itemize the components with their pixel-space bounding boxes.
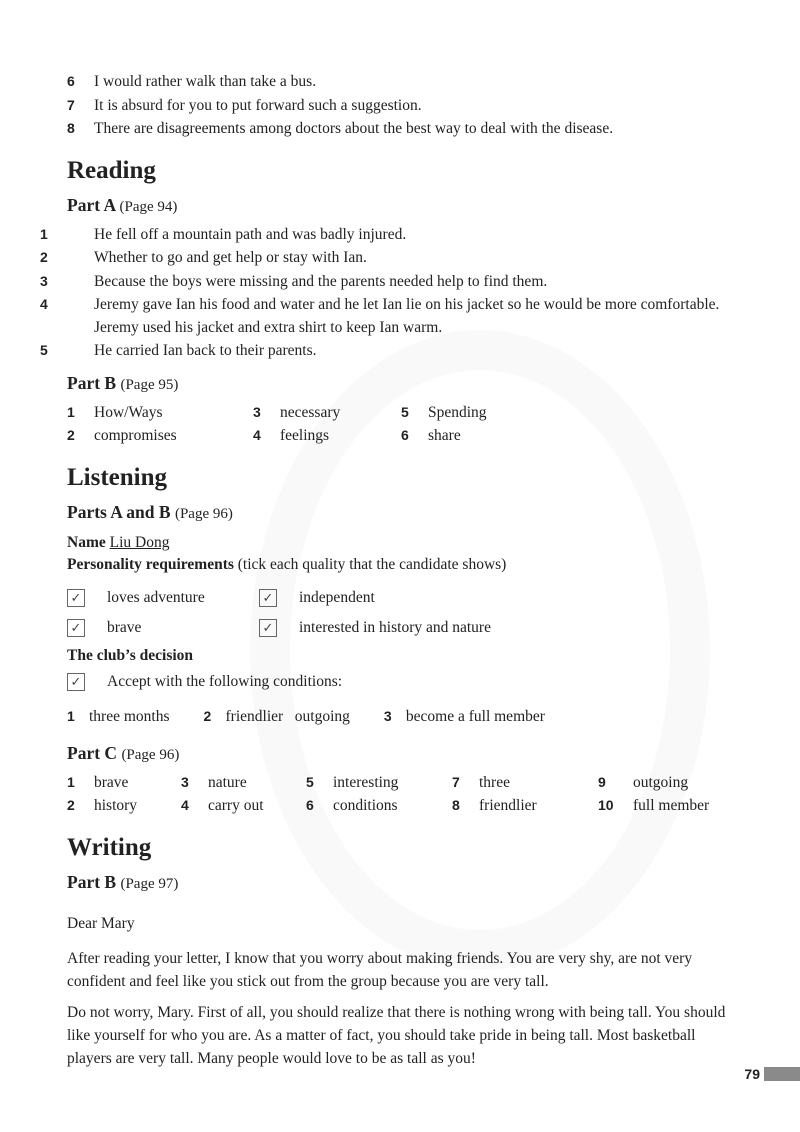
reading-part-a-heading: Part A (Page 94) bbox=[67, 194, 178, 215]
checklist-item: ✓ brave bbox=[67, 619, 259, 637]
list-item: 6 share bbox=[401, 427, 461, 444]
personality-line: Personality requirements (tick each quality that the candidate shows) bbox=[67, 556, 507, 573]
checkbox-checked[interactable]: ✓ bbox=[67, 673, 85, 691]
writing-heading: Writing bbox=[67, 833, 152, 861]
checklist-item: ✓ independent bbox=[259, 589, 451, 607]
checklist-item: ✓ loves adventure bbox=[67, 589, 259, 607]
name-line: Name Liu Dong bbox=[67, 533, 170, 551]
list-item: 1 He fell off a mountain path and was badly injured. bbox=[40, 225, 407, 243]
list-item: 7 three bbox=[452, 773, 510, 791]
checklist-item: ✓ interested in history and nature bbox=[259, 619, 491, 637]
reading-part-b-heading: Part B (Page 95) bbox=[67, 372, 179, 393]
list-item: 3 nature bbox=[181, 773, 247, 791]
list-item: 6 I would rather walk than take a bus. bbox=[67, 73, 317, 90]
list-item: 7 It is absurd for you to put forward such a suggestion. bbox=[67, 96, 422, 114]
page-footer bbox=[744, 1066, 800, 1082]
list-item: 3 Because the boys were missing and the parents needed help to find them. bbox=[40, 272, 548, 290]
letter-paragraph: Do not worry, Mary. First of all, you should realize that there is nothing wrong with being tall. You should like yourself for who you are. As a matter of fact, you should take pride in being tall. Most basketball players are very tall. Many people would love to be as tall as you! bbox=[67, 1003, 726, 1067]
list-item: 1 three months bbox=[67, 708, 170, 725]
list-item: 4 feelings bbox=[253, 427, 330, 444]
checkbox-checked[interactable]: ✓ bbox=[67, 619, 85, 637]
list-item: 5 Spending bbox=[401, 403, 487, 421]
list-item: 2 Whether to go and get help or stay with Ian. bbox=[40, 249, 367, 266]
list-item: 5 interesting bbox=[306, 773, 399, 791]
list-item: 10 full member bbox=[598, 797, 710, 814]
listening-part-c-heading: Part C (Page 96) bbox=[67, 742, 180, 763]
list-item: 4 carry out bbox=[181, 797, 264, 814]
list-item: 6 conditions bbox=[306, 797, 398, 814]
decision-label: The club’s decision bbox=[67, 646, 194, 664]
list-item: 9 outgoing bbox=[598, 773, 689, 791]
checkbox-checked[interactable]: ✓ bbox=[67, 589, 85, 607]
letter-paragraph: After reading your letter, I know that you worry about making friends. You are very shy, are not very confident and feel like you stick out from the group because you are very tall. bbox=[67, 949, 693, 990]
conditions-list bbox=[67, 705, 727, 729]
letter-salutation: Dear Mary bbox=[67, 914, 135, 932]
list-item: 2 friendlier outgoing bbox=[203, 708, 350, 725]
list-item: 3 become a full member bbox=[383, 708, 545, 725]
page-number: 79 bbox=[744, 1066, 760, 1082]
list-item: 1 brave bbox=[67, 773, 129, 791]
list-item: 3 necessary bbox=[253, 403, 341, 421]
page-tab-bar bbox=[764, 1067, 800, 1081]
listening-part-c-grid bbox=[67, 771, 727, 818]
writing-part-b-heading: Part B (Page 97) bbox=[67, 871, 179, 892]
candidate-name: Liu Dong bbox=[109, 533, 170, 551]
reading-part-a-list bbox=[40, 223, 727, 363]
list-item: 4 Jeremy gave Ian his food and water and he let Ian lie on his jacket so he would be more comfortable. Jeremy used his jacket and extra shirt to keep Ian warm. bbox=[40, 296, 720, 336]
decision-checklist-item: ✓ Accept with the following conditions: bbox=[67, 667, 727, 697]
top-items-list bbox=[67, 70, 727, 141]
reading-part-b-grid bbox=[67, 401, 727, 448]
list-item: 8 friendlier bbox=[452, 797, 537, 814]
list-item: 5 He carried Ian back to their parents. bbox=[40, 342, 317, 359]
list-item: 8 There are disagreements among doctors about the best way to deal with the disease. bbox=[67, 120, 614, 137]
reading-heading: Reading bbox=[67, 156, 156, 184]
checkbox-checked[interactable]: ✓ bbox=[259, 589, 277, 607]
answer-key-page bbox=[40, 70, 727, 1070]
qualities-checklist bbox=[67, 583, 727, 643]
list-item: 1 How/Ways bbox=[67, 403, 163, 421]
listening-heading: Listening bbox=[67, 463, 168, 491]
list-item: 2 history bbox=[67, 797, 138, 814]
list-item: 2 compromises bbox=[67, 427, 177, 444]
listening-parts-ab-heading: Parts A and B (Page 96) bbox=[67, 501, 233, 522]
checkbox-checked[interactable]: ✓ bbox=[259, 619, 277, 637]
